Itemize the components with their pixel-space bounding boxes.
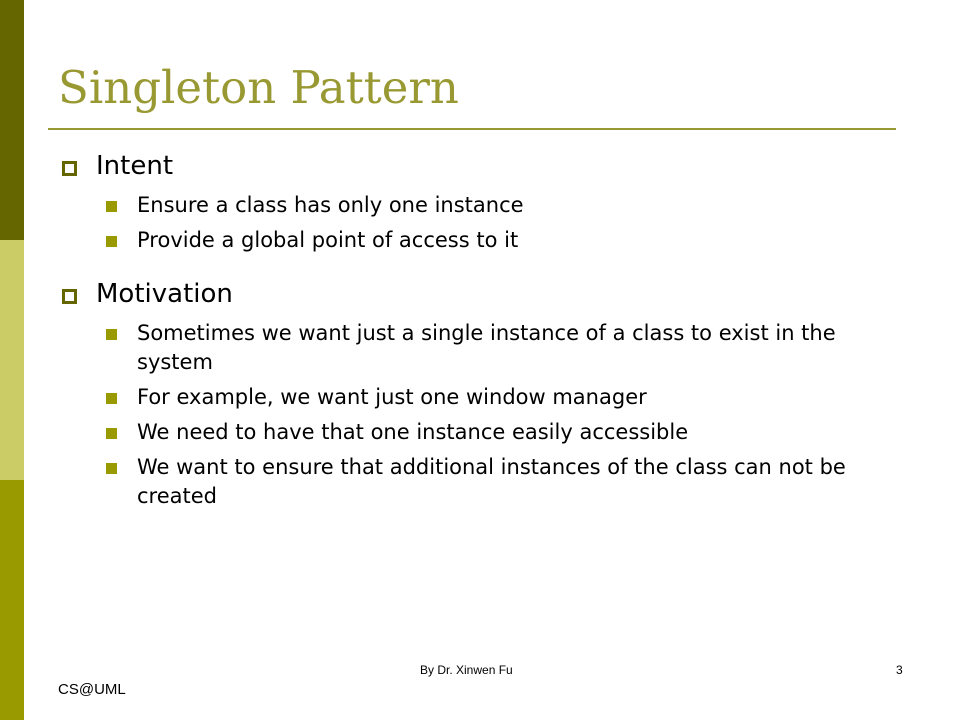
footer-course: CS@UML (58, 681, 126, 698)
title-underline-rule (48, 128, 896, 130)
square-bullet-icon (106, 329, 117, 340)
list-item-text: For example, we want just one window manager (137, 385, 647, 409)
list-item-text: Sometimes we want just a single instance of a class to exist in the system (137, 321, 836, 374)
accent-bar-middle-segment (0, 240, 24, 480)
bullet-list (62, 191, 912, 255)
page-number: 3 (896, 663, 903, 677)
list-item (62, 191, 912, 220)
list-item-text: Ensure a class has only one instance (137, 193, 524, 217)
section-heading-text: Intent (96, 151, 174, 181)
bullet-list (62, 319, 912, 511)
list-item (62, 418, 912, 447)
square-bullet-icon (106, 428, 117, 439)
hollow-square-bullet-icon (62, 289, 77, 304)
square-bullet-icon (106, 463, 117, 474)
list-item-text: We want to ensure that additional instances of the class can not be created (137, 455, 846, 508)
square-bullet-icon (106, 393, 117, 404)
list-item (62, 226, 912, 255)
section-heading (62, 276, 912, 312)
list-item (62, 453, 912, 511)
list-item-text: Provide a global point of access to it (137, 228, 519, 252)
square-bullet-icon (106, 201, 117, 212)
left-accent-bar (0, 0, 24, 720)
list-item (62, 319, 912, 377)
section-intent (62, 148, 912, 255)
list-item-text: We need to have that one instance easily accessible (137, 420, 689, 444)
square-bullet-icon (106, 236, 117, 247)
slide-content (62, 148, 912, 532)
section-heading (62, 148, 912, 184)
slide-title: Singleton Pattern (58, 61, 459, 114)
list-item (62, 383, 912, 412)
hollow-square-bullet-icon (62, 161, 77, 176)
accent-bar-top-segment (0, 0, 24, 240)
section-heading-text: Motivation (96, 279, 233, 309)
footer-author: By Dr. Xinwen Fu (420, 663, 513, 677)
section-motivation (62, 276, 912, 511)
accent-bar-bottom-segment (0, 480, 24, 720)
